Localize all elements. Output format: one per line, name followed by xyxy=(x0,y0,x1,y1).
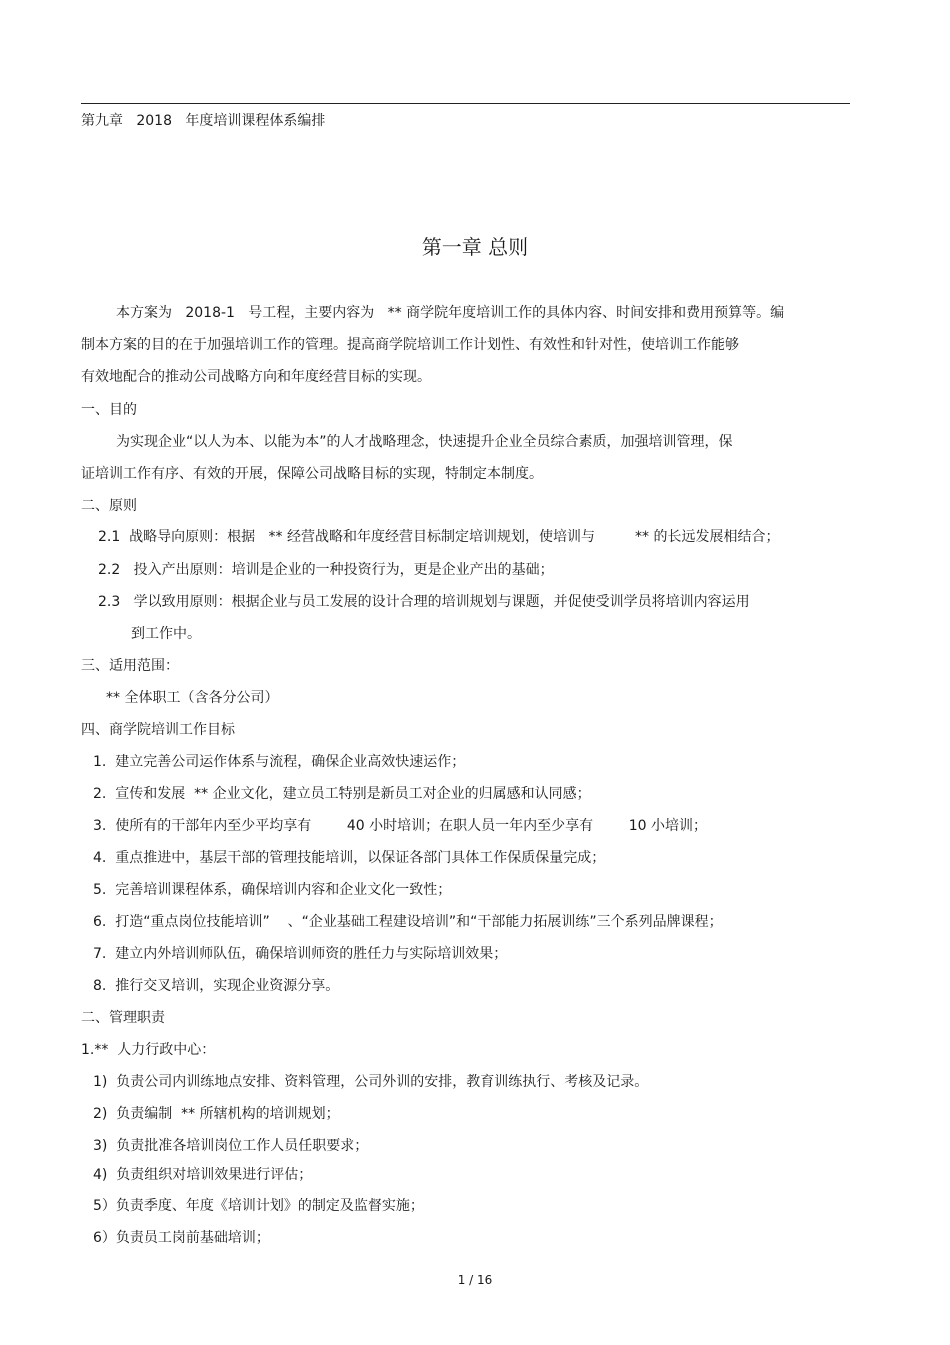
goal-item: 1. 建立完善公司运作体系与流程，确保企业高效快速运作； xyxy=(93,754,466,770)
intro-line-3: 有效地配合的推动公司战略方向和年度经营目标的实现。 xyxy=(81,369,431,385)
duties-heading: 二、管理职责 xyxy=(81,1010,165,1026)
goal-item: 7. 建立内外培训师队伍，确保培训师资的胜任力与实际培训效果； xyxy=(93,946,508,962)
duties-subheading: 1.** 人力行政中心： xyxy=(81,1042,216,1058)
purpose-text-line-2: 证培训工作有序、有效的开展，保障公司战略目标的实现，特制定本制度。 xyxy=(81,466,543,482)
duty-item: 3) 负责批准各培训岗位工作人员任职要求； xyxy=(93,1138,369,1154)
duty-item: 2) 负责编制 ** 所辖机构的培训规划； xyxy=(93,1106,340,1122)
scope-heading: 三、适用范围： xyxy=(81,658,179,674)
intro-line-1: 本方案为 2018-1 号工程，主要内容为 ** 商学院年度培训工作的具体内容、时间安排和费用预算等。编 xyxy=(116,305,785,321)
purpose-text-line-1: 为实现企业“以人为本、以能为本”的人才战略理念，快速提升企业全员综合素质，加强培训管理，保 xyxy=(116,434,733,450)
previous-chapter-header: 第九章 2018 年度培训课程体系编排 xyxy=(81,113,326,129)
goal-item: 4. 重点推进中，基层干部的管理技能培训，以保证各部门具体工作保质保量完成； xyxy=(93,850,606,866)
principle-item: 2.2 投入产出原则：培训是企业的一种投资行为，更是企业产出的基础； xyxy=(98,562,554,578)
page-number: 1 / 16 xyxy=(457,1273,493,1287)
duty-item: 4) 负责组织对培训效果进行评估； xyxy=(93,1167,313,1183)
header-divider xyxy=(81,103,850,104)
duty-item: 6）负责员工岗前基础培训； xyxy=(93,1230,270,1246)
intro-line-2: 制本方案的目的在于加强培训工作的管理。提高商学院培训工作计划性、有效性和针对性，使培训工作能够 xyxy=(81,337,739,353)
goals-heading: 四、商学院培训工作目标 xyxy=(81,722,235,738)
goal-item: 8. 推行交叉培训，实现企业资源分享。 xyxy=(93,978,340,994)
scope-text: ** 全体职工（含各分公司） xyxy=(106,690,279,706)
principle-item: 2.1 战略导向原则：根据 ** 经营战略和年度经营目标制定培训规划，使培训与 ** 的长远发展相结合； xyxy=(98,529,780,545)
purpose-heading: 一、目的 xyxy=(81,402,137,418)
goal-item: 6. 打造“重点岗位技能培训” 、“企业基础工程建设培训”和“干部能力拓展训练”三个系列品牌课程； xyxy=(93,914,723,930)
principles-heading: 二、原则 xyxy=(81,498,137,514)
duty-item: 5）负责季度、年度《培训计划》的制定及监督实施； xyxy=(93,1198,424,1214)
principle-item-continued: 到工作中。 xyxy=(131,626,201,642)
goal-item: 5. 完善培训课程体系，确保培训内容和企业文化一致性； xyxy=(93,882,452,898)
duty-item: 1) 负责公司内训练地点安排、资料管理，公司外训的安排，教育训练执行、考核及记录。 xyxy=(93,1074,649,1090)
goal-item: 2. 宣传和发展 ** 企业文化，建立员工特别是新员工对企业的归属感和认同感； xyxy=(93,786,591,802)
chapter-title: 第一章 总则 xyxy=(421,235,529,259)
principle-item: 2.3 学以致用原则：根据企业与员工发展的设计合理的培训规划与课题，并促使受训学员将培训内容运用 xyxy=(98,594,750,610)
goal-item: 3. 使所有的干部年内至少平均享有 40 小时培训；在职人员一年内至少享有 10 小培训； xyxy=(93,818,707,834)
